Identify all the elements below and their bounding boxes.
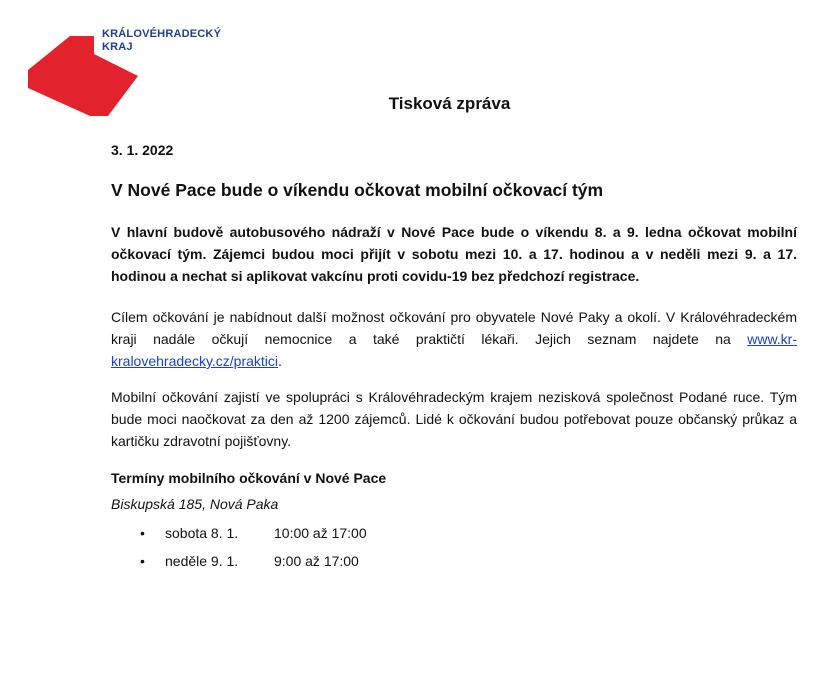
praktici-link[interactable]: www.kr-kralovehradecky.cz/praktici bbox=[111, 331, 797, 369]
schedule-time: 10:00 až 17:00 bbox=[274, 525, 367, 541]
logo-line-2: KRAJ bbox=[102, 41, 133, 53]
schedule-day: sobota 8. 1. bbox=[165, 525, 239, 541]
logo-line-1: KRÁLOVÉHRADECKÝ bbox=[102, 28, 222, 40]
bullet-icon: • bbox=[140, 525, 145, 541]
schedule-day: neděle 9. 1. bbox=[165, 553, 239, 569]
paragraph-1 bbox=[111, 306, 797, 372]
schedule-item bbox=[140, 522, 367, 550]
bullet-icon: • bbox=[140, 553, 145, 569]
paragraph-1-text: Cílem očkování je nabídnout další možnost očkování pro obyvatele Nové Paky a okolí. V Královéhradeckém kraji nadále očkují nemocnice a také praktičtí lékaři. Jejich seznam najdete na bbox=[111, 309, 797, 347]
schedule-item bbox=[140, 550, 367, 578]
headline: V Nové Pace bude o víkendu očkovat mobilní očkovací tým bbox=[111, 180, 604, 200]
lead-paragraph: V hlavní budově autobusového nádraží v Nové Pace bude o víkendu 8. a 9. ledna očkovat mobilní očkovací tým. Zájemci budou moci přijít v sobotu mezi 10. a 17. hodinou a v neděli mezi 9. a 17. hodinou a nechat si aplikovat vakcínu proti covidu-19 bez předchozí registrace. bbox=[111, 224, 797, 284]
press-release-date: 3. 1. 2022 bbox=[111, 142, 174, 158]
document-type-title: Tisková zpráva bbox=[388, 94, 511, 113]
schedule-time: 9:00 až 17:00 bbox=[274, 553, 359, 569]
paragraph-1-end: . bbox=[278, 353, 282, 369]
schedule-title: Termíny mobilního očkování v Nové Pace bbox=[111, 470, 387, 486]
paragraph-2: Mobilní očkování zajistí ve spolupráci s Královéhradeckým krajem nezisková společnost Podané ruce. Tým bude moci naočkovat za den až 1200 zájemců. Lidé k očkování budou potřebovat pouze občanský průkaz a kartičku zdravotní pojišťovny. bbox=[111, 389, 797, 449]
logo-text bbox=[102, 28, 221, 54]
schedule-place: Biskupská 185, Nová Paka bbox=[111, 496, 279, 512]
schedule-list bbox=[140, 522, 367, 578]
